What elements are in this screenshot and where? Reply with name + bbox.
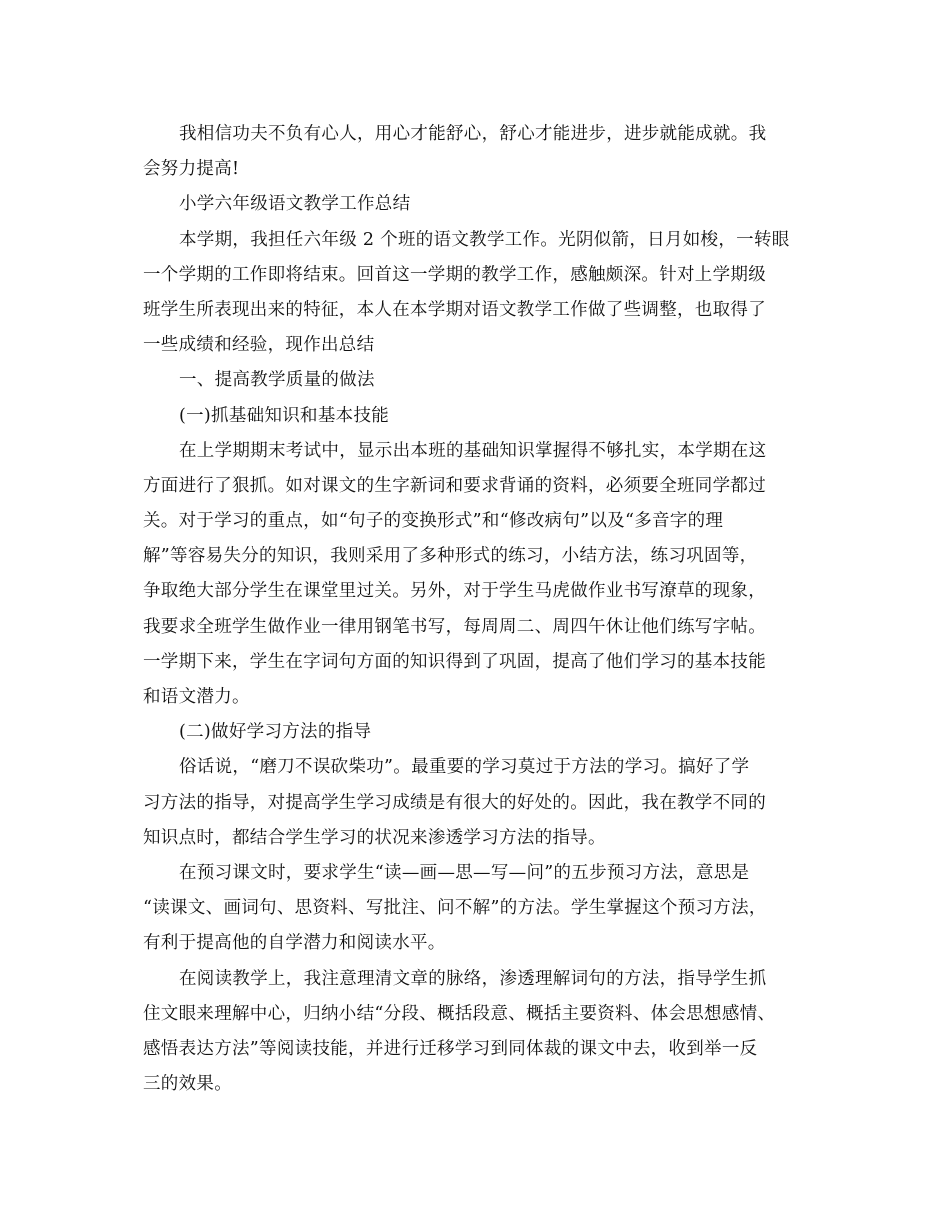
text-line: 解”等容易失分的知识，我则采用了多种形式的练习，小结方法，练习巩固等， [143,546,758,567]
heading-level-1: 一、提高教学质量的做法 [179,370,375,391]
text-line: 争取绝大部分学生在课堂里过关。另外，对于学生马虎做作业书写潦草的现象， [143,581,766,602]
text-line: 在预习课文时，要求学生“读—画—思—写—问”的五步预习方法，意思是 [179,862,750,883]
text-line: 关。对于学习的重点，如“句子的变换形式”和“修改病句”以及“多音字的理 [143,511,724,532]
document-body [143,117,801,1102]
text-line: 三的效果。 [143,1074,232,1095]
text-line: 一个学期的工作即将结束。回首这一学期的教学工作，感触颇深。针对上学期级 [143,264,766,285]
text-line: 会努力提高! [143,159,240,180]
text-line: 知识点时，都结合学生学习的状况来渗透学习方法的指导。 [143,827,606,848]
text-line: 住文眼来理解中心，归纳小结“分段、概括段意、概括主要资料、体会思想感情、 [143,1003,776,1024]
text-line: 俗话说，“磨刀不误砍柴功”。最重要的学习莫过于方法的学习。搞好了学 [179,757,750,778]
section-title: 小学六年级语文教学工作总结 [179,194,411,215]
text-line: 我要求全班学生做作业一律用钢笔书写，每周周二、周四午休让他们练写字帖。 [143,616,766,637]
text-line: 习方法的指导，对提高学生学习成绩是有很大的好处的。因此，我在教学不同的 [143,792,766,813]
text-line: 有利于提高他的自学潜力和阅读水平。 [143,933,446,954]
text-line: 班学生所表现出来的特征，本人在本学期对语文教学工作做了些调整，也取得了 [143,299,766,320]
text-line: 本学期，我担任六年级 2 个班的语文教学工作。光阴似箭，日月如梭，一转眼 [179,229,790,250]
text-line: 在阅读教学上，我注意理清文章的脉络，渗透理解词句的方法，指导学生抓 [179,968,767,989]
text-line: 和语文潜力。 [143,687,250,707]
text-line: “读课文、画词句、思资料、写批注、问不解”的方法。学生掌握这个预习方法， [143,898,767,919]
text-line: 感悟表达方法”等阅读技能，并进行迁移学习到同体裁的课文中去，收到举一反 [143,1038,758,1059]
heading-level-2: (二)做好学习方法的指导 [179,722,372,743]
text-line: 一学期下来，学生在字词句方面的知识得到了巩固，提高了他们学习的基本技能 [143,651,766,672]
text-line: 一些成绩和经验，现作出总结 [143,335,375,356]
text-line: 在上学期期末考试中，显示出本班的基础知识掌握得不够扎实，本学期在这 [179,440,767,461]
text-line: 方面进行了狠抓。如对课文的生字新词和要求背诵的资料，必须要全班同学都过 [143,475,766,496]
text-line: 我相信功夫不负有心人，用心才能舒心，舒心才能进步，进步就能成就。我 [179,124,767,144]
heading-level-2: (一)抓基础知识和基本技能 [179,405,390,426]
